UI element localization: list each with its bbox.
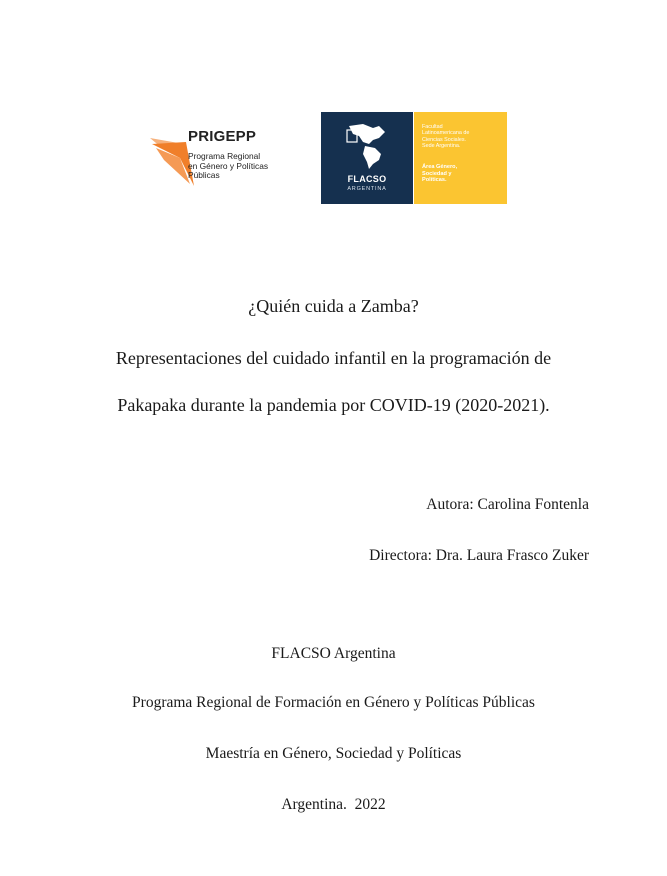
flacso-blue-panel bbox=[321, 112, 413, 204]
author: Autora: Carolina Fontenla bbox=[426, 496, 589, 513]
prigepp-logo bbox=[150, 128, 310, 192]
thesis-subtitle-line-1: Representaciones del cuidado infantil en la programación de bbox=[115, 348, 552, 368]
thesis-subtitle-line-2: Pakapaka durante la pandemia por COVID-19 (2020-2021). bbox=[117, 395, 550, 415]
institution: FLACSO Argentina bbox=[271, 645, 396, 662]
prigepp-subtitle: Programa Regional en Género y Políticas Públicas bbox=[188, 151, 269, 181]
flacso-yellow-panel bbox=[414, 112, 507, 204]
degree: Maestría en Género, Sociedad y Políticas bbox=[205, 745, 462, 762]
thesis-title: ¿Quién cuida a Zamba? bbox=[248, 296, 419, 316]
flacso-logo bbox=[321, 112, 507, 204]
flacso-name: FLACSO bbox=[347, 174, 387, 184]
director: Directora: Dra. Laura Frasco Zuker bbox=[369, 547, 589, 564]
flacso-faculty-text: Facultad Latinoamericana de Ciencias Sociales. Sede Argentina. bbox=[422, 124, 470, 150]
program: Programa Regional de Formación en Género y Políticas Públicas bbox=[132, 694, 535, 711]
americas-map-icon bbox=[345, 122, 389, 170]
flacso-area-text: Área Género, Sociedad y Políticas. bbox=[422, 164, 458, 184]
place-year: Argentina. 2022 bbox=[281, 796, 386, 813]
flacso-country: ARGENTINA bbox=[347, 186, 387, 192]
prigepp-name: PRIGEPP bbox=[188, 128, 257, 145]
